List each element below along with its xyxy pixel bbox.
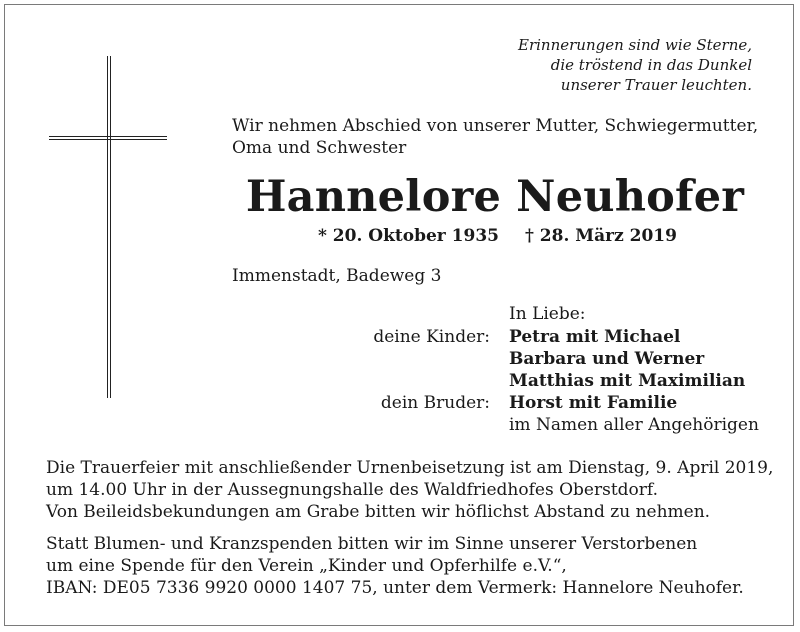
children-label: deine Kinder:: [373, 327, 490, 347]
donation-line: Statt Blumen- und Kranzspenden bitten wir im Sinne unserer Verstorbenen: [46, 534, 698, 554]
funeral-line: Die Trauerfeier mit anschließender Urnenbeisetzung ist am Dienstag, 9. April 2019,: [46, 458, 774, 478]
all-relatives: im Namen aller Angehörigen: [509, 415, 759, 435]
donation-line: IBAN: DE05 7336 9920 0000 1407 75, unter dem Vermerk: Hannelore Neuhofer.: [46, 578, 744, 598]
intro-line: Oma und Schwester: [232, 138, 407, 158]
quote-line: unserer Trauer leuchten.: [560, 76, 752, 94]
memorial-quote: [452, 35, 752, 95]
birth-date: * 20. Oktober 1935: [318, 226, 499, 246]
funeral-line: um 14.00 Uhr in der Aussegnungshalle des Waldfriedhofes Oberstdorf.: [46, 480, 658, 500]
funeral-line: Von Beileidsbekundungen am Grabe bitten wir höflichst Abstand zu nehmen.: [46, 502, 711, 522]
child-entry: Matthias mit Maximilian: [509, 371, 746, 391]
quote-line: die tröstend in das Dunkel: [550, 56, 752, 74]
donation-line: um eine Spende für den Verein „Kinder und Opferhilfe e.V.“,: [46, 556, 567, 576]
funeral-info: [46, 457, 774, 523]
brother-entry: Horst mit Familie: [509, 393, 678, 413]
deceased-name: Hannelore Neuhofer: [245, 172, 745, 222]
death-date: † 28. März 2019: [524, 226, 677, 246]
intro-text: [232, 115, 772, 159]
intro-line: Wir nehmen Abschied von unserer Mutter, Schwiegermutter,: [232, 116, 759, 136]
cross-vertical-bar: [107, 56, 111, 398]
child-entry: Petra mit Michael: [509, 327, 681, 347]
child-entry: Barbara und Werner: [509, 349, 705, 369]
quote-line: Erinnerungen sind wie Sterne,: [518, 36, 752, 54]
donation-info: [46, 533, 766, 599]
brother-label: dein Bruder:: [380, 393, 490, 413]
cross-horizontal-bar: [49, 136, 167, 140]
in-love-label: In Liebe:: [509, 304, 586, 324]
address: Immenstadt, Badeweg 3: [232, 266, 442, 286]
life-dates: [318, 226, 677, 246]
